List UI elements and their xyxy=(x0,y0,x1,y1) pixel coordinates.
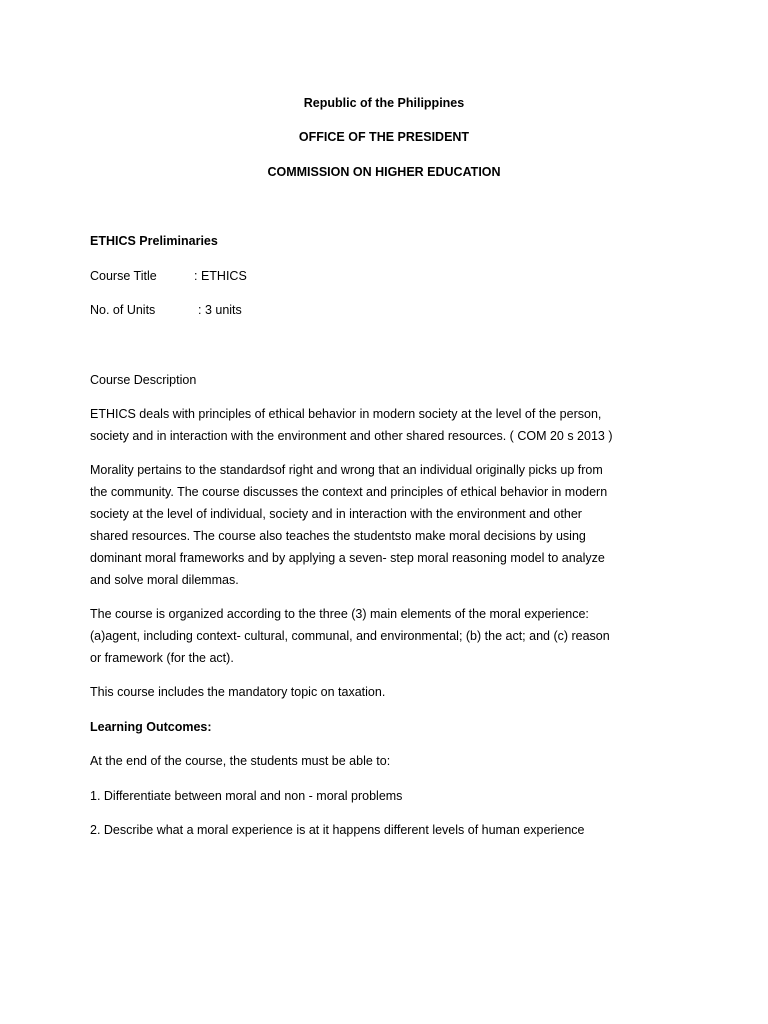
header-office: OFFICE OF THE PRESIDENT xyxy=(298,130,470,144)
units-value: : 3 units xyxy=(198,303,242,317)
description-para3-line2: (a)agent, including context- cultural, communal, and environmental; (b) the act; and (c) reason xyxy=(90,629,610,643)
description-para2-line3: society at the level of individual, society and in interaction with the environment and other xyxy=(90,507,582,521)
description-heading: Course Description xyxy=(90,373,197,387)
description-para4: This course includes the mandatory topic on taxation. xyxy=(90,685,386,699)
description-para1-line1: ETHICS deals with principles of ethical behavior in modern society at the level of the person, xyxy=(90,407,602,421)
description-para1-line2: society and in interaction with the environment and other shared resources. ( COM 20 s 2013 ) xyxy=(90,429,613,443)
header-commission: COMMISSION ON HIGHER EDUCATION xyxy=(267,165,501,179)
outcome-item-1: 1. Differentiate between moral and non - moral problems xyxy=(90,789,403,803)
description-para3-line3: or framework (for the act). xyxy=(90,651,234,665)
description-para2-line4: shared resources. The course also teaches the studentsto make moral decisions by using xyxy=(90,529,586,543)
header-republic: Republic of the Philippines xyxy=(303,96,465,110)
outcome-item-2: 2. Describe what a moral experience is at it happens different levels of human experience xyxy=(90,823,585,837)
course-title-label: Course Title xyxy=(90,269,157,283)
outcomes-heading: Learning Outcomes: xyxy=(90,720,212,734)
units-row xyxy=(90,299,680,321)
course-title-value: : ETHICS xyxy=(194,269,247,283)
description-para2-line1: Morality pertains to the standardsof right and wrong that an individual originally picks up from xyxy=(90,463,603,477)
description-para2-line6: and solve moral dilemmas. xyxy=(90,573,239,587)
description-para3-line1: The course is organized according to the three (3) main elements of the moral experience: xyxy=(90,607,589,621)
course-title-row xyxy=(90,265,680,287)
units-label: No. of Units xyxy=(90,303,156,317)
description-para2-line2: the community. The course discusses the context and principles of ethical behavior in modern xyxy=(90,485,608,499)
outcomes-intro: At the end of the course, the students must be able to: xyxy=(90,754,391,768)
description-para2-line5: dominant moral frameworks and by applying a seven- step moral reasoning model to analyze xyxy=(90,551,605,565)
section-title: ETHICS Preliminaries xyxy=(90,234,218,248)
